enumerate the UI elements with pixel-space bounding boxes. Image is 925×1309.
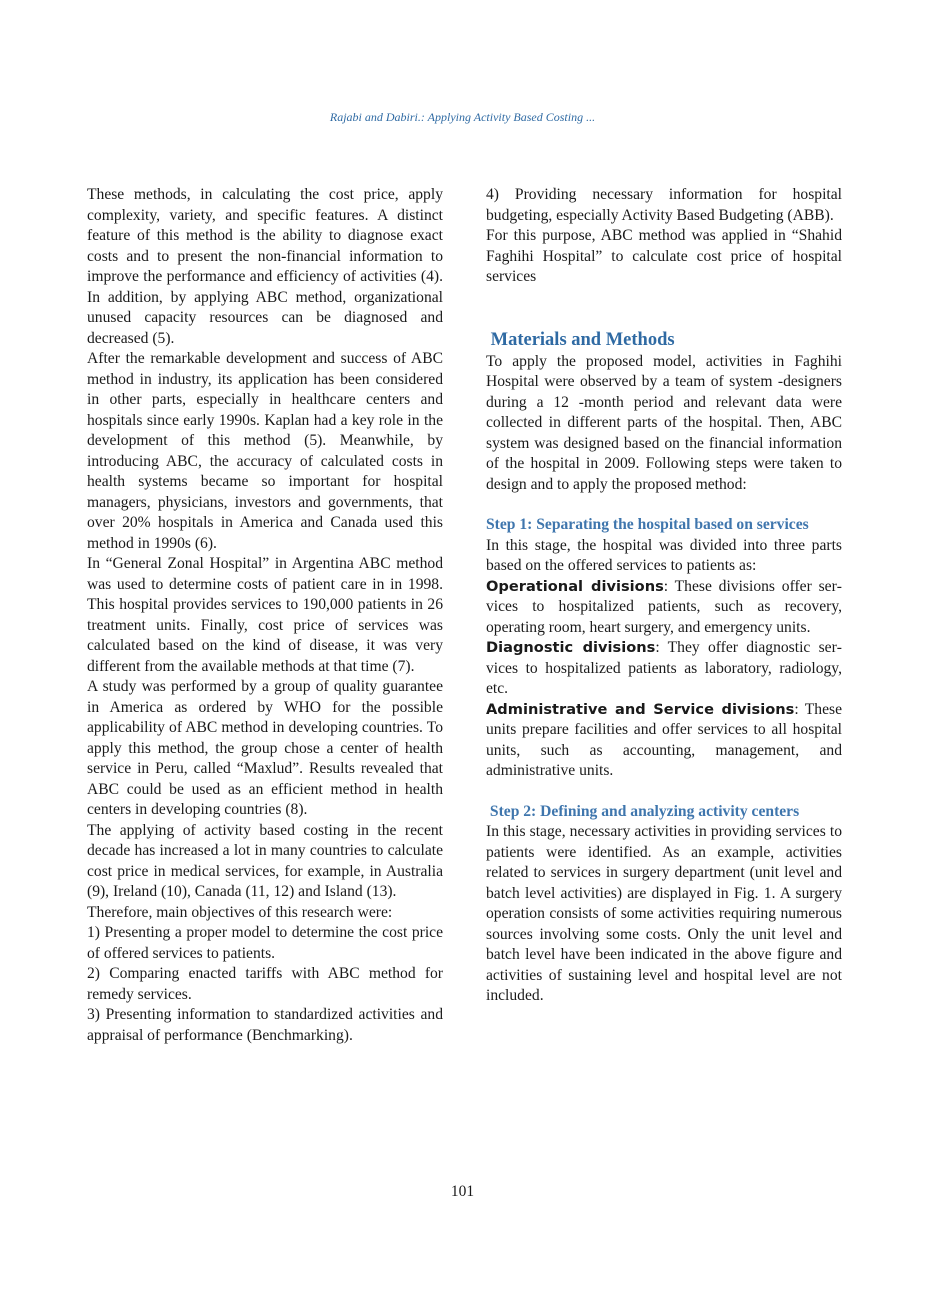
body-paragraph: In this stage, the hospital was divided into three parts based on the offered services to patients as: <box>486 536 842 574</box>
division-term: Administrative and Service divisions <box>486 700 795 718</box>
objective-item: 4) Providing necessary information for hospital budgeting, especially Activity Based Budgeting (ABB). <box>486 186 842 224</box>
body-paragraph: A study was performed by a group of quality guarantee in America as ordered by WHO for the possible applicability of ABC method in developing countries. To apply this method, the group chose a center of health service in Peru, called “Maxlud”. Results revealed that ABC could be used as an efficient method in health centers in developing countries (8). <box>87 678 443 818</box>
section-heading-materials-methods: Materials and Methods <box>490 329 675 350</box>
body-paragraph: The applying of activity based costing in the recent decade has increased a lot in many countries to calculate cost price in medical services, for example, in Australia (9), Ireland (10), Canada (11, 12) and Island (13). <box>87 821 443 900</box>
division-term: Operational divisions <box>486 577 664 595</box>
body-paragraph: These methods, in calculating the cost price, apply complexity, variety, and specific features. A distinct feature of this method is the ability to diagnose exact costs and to present the non-financial information to improve the performance and efficiency of activities (4). In addition, by applying ABC method, organizational unused capacity resources can be diagnosed and decreased (5). <box>87 186 443 347</box>
objective-item: 3) Presenting information to standardized activities and appraisal of performance (Benchmarking). <box>87 1006 443 1044</box>
body-paragraph: After the remarkable development and success of ABC method in industry, its application has been considered in other parts, especially in healthcare centers and hospitals since early 1990s. Kaplan had a key role in the development of this method (5). Meanwhile, by introducing ABC, the accuracy of calculated costs in health systems became so important for hospital managers, physicians, investors and governments, that over 20% hospitals in America and Canada used this method in 1990s (6). <box>87 350 443 552</box>
body-paragraph: To apply the proposed model, activities in Faghihi Hospital were observed by a team of system -designers during a 12 -month period and relevant data were collected in different parts of the hospital. Then, ABC system was designed based on the financial information of the hospital in 2009. Following steps were taken to design and to apply the proposed method: <box>486 352 842 493</box>
division-item <box>486 700 842 782</box>
page-number: 101 <box>450 1183 475 1200</box>
body-paragraph: For this purpose, ABC method was applied in “Shahid Faghihi Hospital” to calculate cost price of hospital services <box>486 227 842 285</box>
step2-heading: Step 2: Defining and analyzing activity centers <box>489 802 800 820</box>
step1-heading: Step 1: Separating the hospital based on services <box>486 516 809 533</box>
objectives-intro: Therefore, main objectives of this research were: <box>87 903 393 921</box>
objective-item: 1) Presenting a proper model to determine the cost price of offered services to patients. <box>87 924 443 962</box>
division-item <box>486 638 842 700</box>
body-paragraph: In “General Zonal Hospital” in Argentina ABC method was used to determine costs of patient care in in 1998. This hospital provides services to 190,000 patients in 26 treatment units. Finally, cost price of services was calculated based on the kind of disease, it was very different from the available methods at that time (7). <box>87 555 443 675</box>
division-text: : They offer diagnostic services to hospitalized patients as laboratory, radiology, etc. <box>486 639 842 697</box>
division-text: : These divisions offer services to hospitalized patients, such as recovery, operating room, heart surgery, and emergency units. <box>486 577 842 636</box>
objective-item: 2) Comparing enacted tariffs with ABC method for remedy services. <box>87 965 443 1003</box>
right-column <box>486 185 842 1007</box>
body-paragraph: In this stage, necessary activities in providing services to patients were identified. As an example, activities related to services in surgery department (unit level and batch level activities) are displayed in Fig. 1. A surgery operation consists of some activities requiring numerous sources involving some costs. Only the unit level and batch level have been indicated in the above figure and activities of sustaining level and hospital level are not included. <box>486 823 842 1004</box>
division-text: : These units prepare facilities and offer services to all hospital units, such as accounting, management, and administrative units. <box>486 700 842 779</box>
left-column <box>87 185 443 1046</box>
division-item <box>486 577 842 639</box>
running-title: Rajabi and Dabiri.: Applying Activity Based Costing ... <box>329 110 596 124</box>
division-term: Diagnostic divisions <box>486 639 656 656</box>
